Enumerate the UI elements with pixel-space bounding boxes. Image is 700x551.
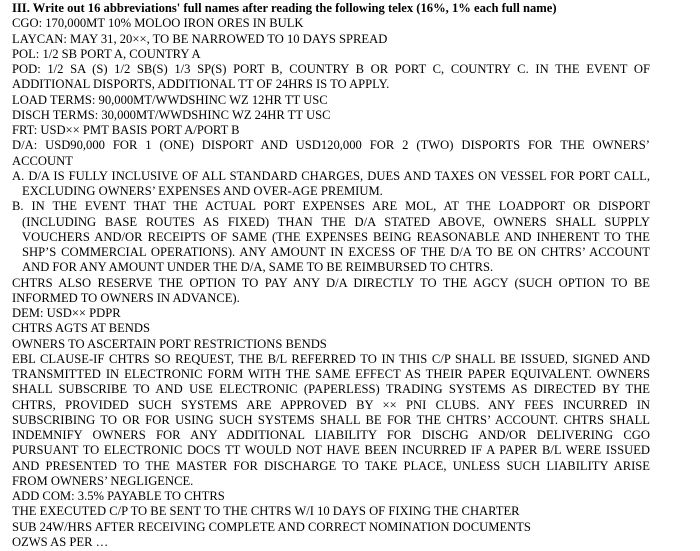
ebl-line-9: FROM OWNERS’ NEGLIGENCE. <box>12 473 194 488</box>
clause-b-line-4: SHP’S COMMERCIAL OPERATIONS). ANY AMOUNT IN EXCESS OF THE D/A TO BE ON CHTRS’ ACCOUNT <box>22 245 650 259</box>
clause-b-line-3: VOUCHERS AND/OR RECEIPTS OF SAME (THE EXPENSES BEING REASONABLE AND INHERENT TO THE <box>22 229 650 244</box>
pol-line: POL: 1/2 SB PORT A, COUNTRY A <box>12 46 201 61</box>
ozws-line: OZWS AS PER … <box>12 534 109 549</box>
sub-line: SUB 24W/HRS AFTER RECEIVING COMPLETE AND CORRECT NOMINATION DOCUMENTS <box>12 519 531 534</box>
ebl-line-3: SHALL SUBSCRIBE TO AND USE ELECTRONIC (PAPERLESS) TRADING SYSTEMS AS DIRECTED BY THE <box>12 382 650 397</box>
da-line-1: D/A: USD90,000 FOR 1 (ONE) DISPORT AND USD120,000 FOR 2 (TWO) DISPORTS FOR THE OWNERS’ <box>12 138 650 153</box>
pod-line-1: POD: 1/2 SA (S) 1/2 SB(S) 1/3 SP(S) PORT B, COUNTRY B OR PORT C, COUNTRY C. IN THE EVENT OF <box>12 62 650 76</box>
ebl-line-7: PURSUANT TO ELECTRONIC DOCS TT WOULD NOT HAVE BEEN INCURRED IF A PAPER B/L WERE ISSUED <box>12 443 650 458</box>
disch-terms-line: DISCH TERMS: 30,000MT/WWDSHINC WZ 24HR TT USC <box>12 107 331 122</box>
cargo-line: CGO: 170,000MT 10% MOLOO IRON ORES IN BULK <box>12 16 304 31</box>
clause-a-line-2: EXCLUDING OWNERS’ EXPENSES AND OVER-AGE PREMIUM. <box>22 184 383 198</box>
laycan-line: LAYCAN: MAY 31, 20××, TO BE NARROWED TO 10 DAYS SPREAD <box>12 31 388 46</box>
pod-line-2: ADDITIONAL DISPORTS, ADDITIONAL TT OF 24HRS IS TO APPLY. <box>12 77 390 92</box>
clause-b-line-2: (INCLUDING BASE ROUTES AS FIXED) THAN THE D/A STATED ABOVE, OWNERS SHALL SUPPLY <box>22 214 650 229</box>
ebl-line-2: TRANSMITTED IN ELECTRONIC FORM WITH THE SAME EFFECT AS THEIR PAPER EQUIVALENT. OWNERS <box>12 367 650 381</box>
ebl-line-8: AND PRESENTED TO THE MASTER FOR DISCHARGE TO TAKE PLACE, UNLESS SUCH LIABILITY ARISE <box>12 458 650 473</box>
reserve-line-1: CHTRS ALSO RESERVE THE OPTION TO PAY ANY D/A DIRECTLY TO THE AGCY (SUCH OPTION TO BE <box>12 275 650 290</box>
clause-b-line-1: B. IN THE EVENT THAT THE ACTUAL PORT EXPENSES ARE MOL, AT THE LOADPORT OR DISPORT <box>12 199 650 214</box>
agents-line: CHTRS AGTS AT BENDS <box>12 321 150 336</box>
ebl-line-6: INDEMNIFY OWNERS FOR ANY ADDITIONAL LIABILITY FOR DISCHG AND/OR DELIVERING CGO <box>12 428 650 442</box>
ebl-line-1: EBL CLAUSE-IF CHTRS SO REQUEST, THE B/L REFERRED TO IN THIS C/P SHALL BE ISSUED, SIGNED AND <box>12 351 650 366</box>
da-line-2: ACCOUNT <box>12 153 73 168</box>
add-com-line: ADD COM: 3.5% PAYABLE TO CHTRS <box>12 489 225 503</box>
freight-line: FRT: USD×× PMT BASIS PORT A/PORT B <box>12 123 240 137</box>
demurrage-line: DEM: USD×× PDPR <box>12 306 121 320</box>
ebl-line-5: SUBSCRIBING TO OR FOR USING SUCH SYSTEMS SHALL BE FOR THE CHTRS’ ACCOUNT. CHTRS SHALL <box>12 412 650 427</box>
owners-line: OWNERS TO ASCERTAIN PORT RESTRICTIONS BENDS <box>12 336 327 351</box>
load-terms-line: LOAD TERMS: 90,000MT/WWDSHINC WZ 12HR TT USC <box>12 92 328 107</box>
clause-b-line-5: AND FOR ANY AMOUNT UNDER THE D/A, SAME TO BE REIMBURSED TO CHTRS. <box>22 260 494 275</box>
question-title: III. Write out 16 abbreviations' full names after reading the following telex (16%, 1% each full name) <box>12 1 557 15</box>
clause-a-line-1: A. D/A IS FULLY INCLUSIVE OF ALL STANDARD CHARGES, DUES AND TAXES ON VESSEL FOR PORT CALL, <box>12 168 650 183</box>
ebl-line-4: CHTRS, PROVIDED SUCH SYSTEMS ARE APPROVED BY ×× PNI CLUBS. ANY FEES INCURRED IN <box>12 397 650 412</box>
reserve-line-2: INFORMED TO OWNERS IN ADVANCE). <box>12 290 240 305</box>
executed-cp-line: THE EXECUTED C/P TO BE SENT TO THE CHTRS W/I 10 DAYS OF FIXING THE CHARTER <box>12 504 520 519</box>
